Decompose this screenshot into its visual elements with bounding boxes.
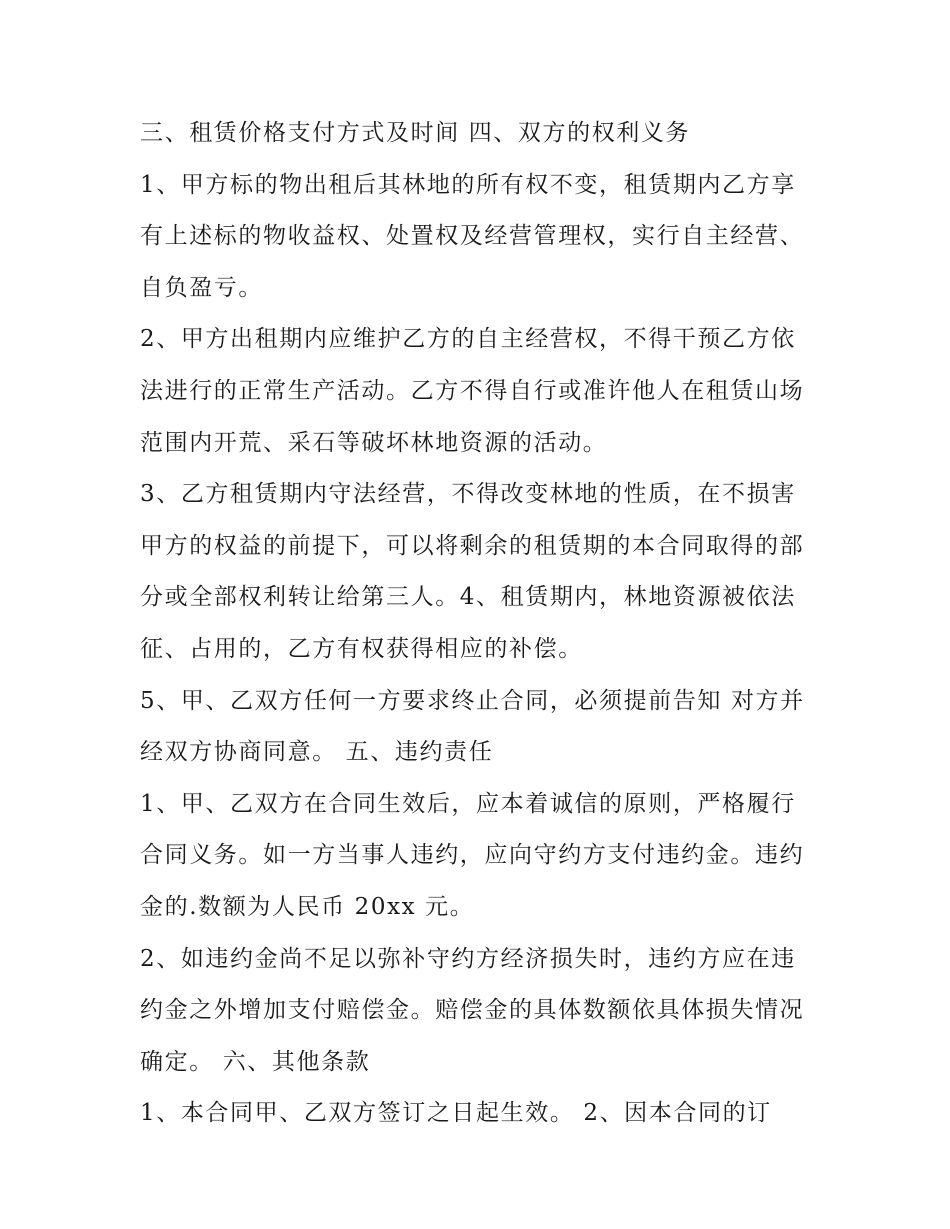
text-line: 法进行的正常生产活动。乙方不得自行或准许他人在租赁山场 [140,377,805,404]
text-line: 三、租赁价格支付方式及时间 四、双方的权利义务 [140,120,691,146]
text-line: 2、甲方出租期内应维护乙方的自主经营权，不得干预乙方依 [140,326,796,353]
text-line: 合同义务。如一方当事人违约，应向守约方支付违约金。违约 [140,842,805,869]
document-body [140,108,830,1140]
text-line: 金的.数额为人民币 20xx 元。 [140,893,475,920]
text-line: 1、本合同甲、乙双方签订之日起生效。 2、因本合同的订 [140,1100,772,1127]
text-line: 经双方协商同意。 五、违约责任 [140,739,494,766]
text-line: 分或全部权利转让给第三人。4、租赁期内，林地资源被依法 [140,584,796,611]
text-line: 5、甲、乙双方任何一方要求终止合同，必须提前告知 对方并 [140,687,805,714]
text-line: 甲方的权益的前提下，可以将剩余的租赁期的本合同取得的部 [140,532,805,559]
text-line: 1、甲方标的物出租后其林地的所有权不变，租赁期内乙方享 [140,171,796,198]
text-line: 2、如违约金尚不足以弥补守约方经济损失时，违约方应在违 [140,945,796,972]
text-line: 自负盈亏。 [140,274,263,301]
text-line: 有上述标的物收益权、处置权及经营管理权，实行自主经营、 [140,223,805,250]
text-line: 征、占用的，乙方有权获得相应的补偿。 [140,635,583,662]
text-line: 3、乙方租赁期内守法经营，不得改变林地的性质，在不损害 [140,481,796,508]
text-line: 约金之外增加支付赔偿金。赔偿金的具体数额依具体损失情况 [140,997,805,1024]
text-line: 1、甲、乙双方在合同生效后，应本着诚信的原则，严格履行 [140,790,796,817]
text-line: 范围内开荒、采石等破坏林地资源的活动。 [140,429,608,456]
text-line: 确定。 六、其他条款 [140,1048,371,1075]
